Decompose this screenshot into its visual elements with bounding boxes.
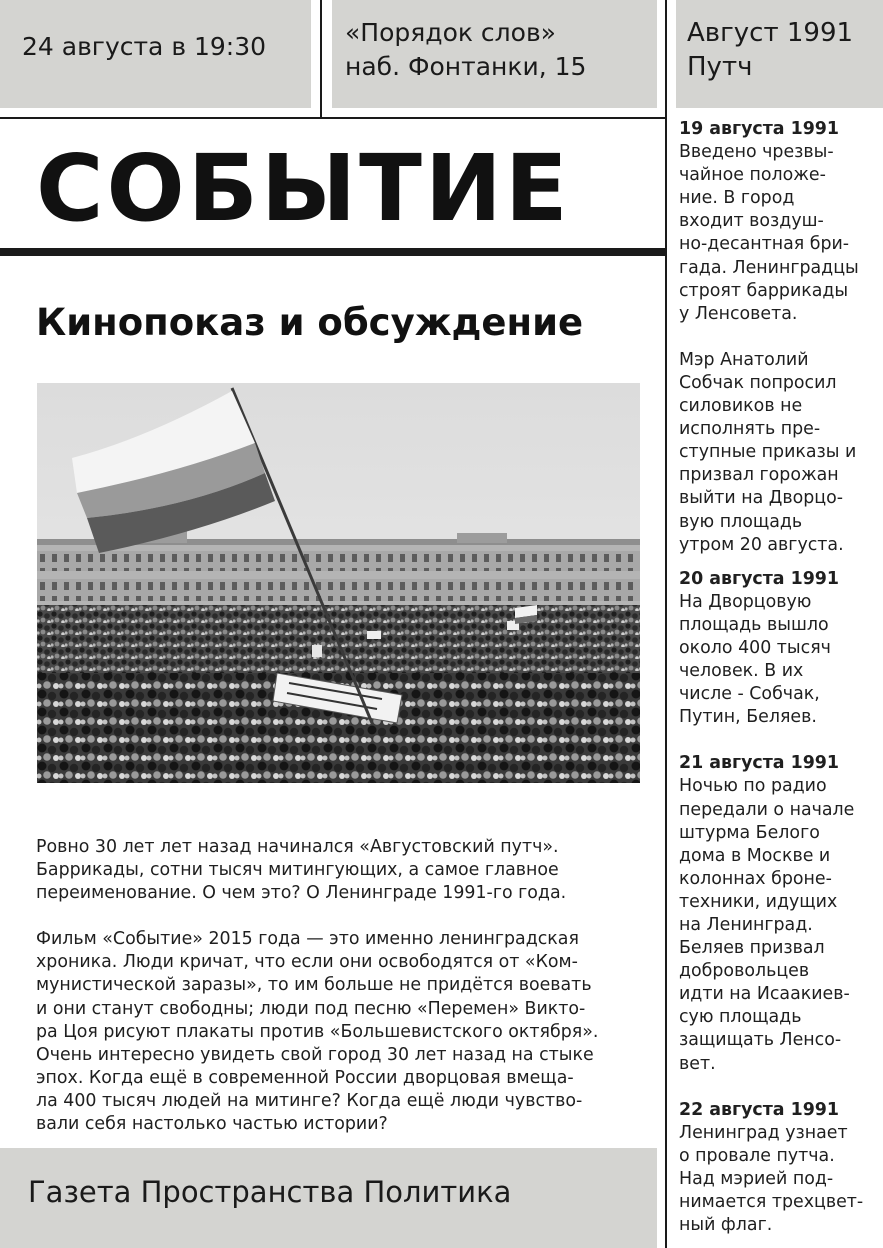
event-topic: Август 1991 Путч [687,18,854,82]
article-paragraph: Фильм «Событие» 2015 года — это именно ленинградская хроника. Люди кричат, что если они освободятся от «Ком- мунистической заразы», то им больше не придётся воевать и они станут свободны; люди под песню «Перемен» Викто- ра Цоя рисуют плакаты против «Большевистского октября». Очень интересно увидеть свой город 30 лет назад на стыке эпох. Когда ещё в современной России дворцовая вмеща- ла 400 тысяч людей на митинге? Когда ещё люди чувство- вали себя настолько частью истории? [36,929,599,1135]
header-divider [320,0,322,118]
timeline-entry [679,1099,879,1238]
event-date-time: 24 августа в 19:30 [22,32,267,61]
protest-crowd-with-flag-photo [37,383,640,783]
publisher-name: Газета Пространства Политика [28,1175,512,1209]
column-divider [665,0,667,1248]
timeline-text: Мэр Анатолий Собчак попросил силовиков не исполнять пре- ступные приказы и призвал горожан выйти на Дворцо- вую площадь утром 20 августа. [679,349,857,555]
article-body [36,836,646,1159]
page-subtitle: Кинопоказ и обсуждение [36,301,584,344]
timeline-sidebar [679,118,879,1237]
timeline-text: Ночью по радио передали о начале штурма Белого дома в Москве и колоннах броне- техники, идущих на Ленинград. Беляев призвал добровольцев идти на Исаакиев- сую площадь защищать Ленсо- вет. [679,776,855,1074]
timeline-entry [679,118,879,557]
timeline-date: 21 августа 1991 [679,753,839,774]
headline-rule [0,248,666,256]
event-venue: «Порядок слов» наб. Фонтанки, 15 [345,18,587,81]
timeline-date: 19 августа 1991 [679,119,839,139]
article-paragraph: Ровно 30 лет лет назад начинался «Августовский путч». Баррикады, сотни тысяч митингующих, а самое главное переименование. О чем это? О Ленинграде 1991-го года. [36,837,567,904]
timeline-text: На Дворцовую площадь вышло около 400 тысяч человек. В их числе - Собчак, Путин, Беляев. [679,591,831,728]
timeline-entry [679,752,879,1075]
header-rule [0,117,666,119]
timeline-date: 22 августа 1991 [679,1099,839,1120]
timeline-text: Введено чрезвы- чайное положе- ние. В город входит воздуш- но-десантная бри- гада. Ленинградцы строят баррикады у Ленсовета. [679,142,859,324]
timeline-entry [679,568,879,730]
timeline-date: 20 августа 1991 [679,568,839,589]
timeline-text: Ленинград узнает о провале путча. Над мэрией под- нимается трехцвет- ный флаг. [679,1122,864,1236]
page-title: СОБЫТИЕ [36,135,571,242]
